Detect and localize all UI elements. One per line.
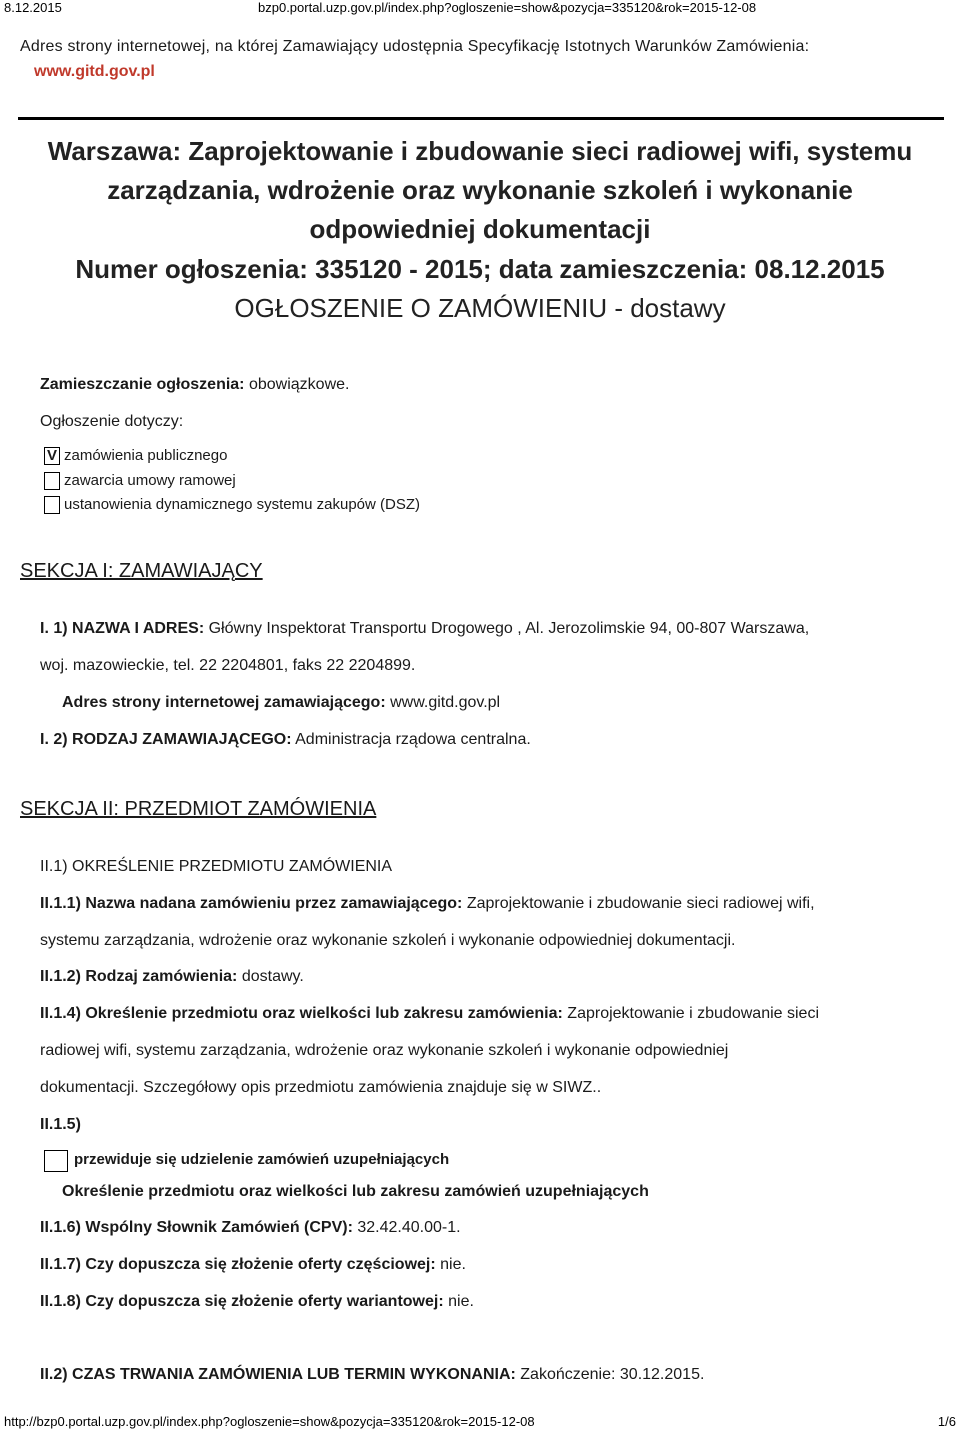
scope-cont-2: dokumentacji. Szczegółowy opis przedmiotu zamówienia znajduje się w SIWZ.. (40, 1079, 602, 1096)
scope-value: Zaprojektowanie i zbudowanie sieci (567, 1005, 819, 1022)
notice-type: OGŁOSZENIE O ZAMÓWIENIU - dostawy (234, 293, 726, 323)
checkbox-public-procurement[interactable]: V (44, 447, 60, 465)
publication-row (40, 376, 349, 394)
duration-label: II.2) CZAS TRWANIA ZAMÓWIENIA LUB TERMIN WYKONANIA: (40, 1366, 516, 1383)
concerns-label: Ogłoszenie dotyczy: (40, 413, 184, 430)
authority-web-row (62, 694, 500, 712)
option-dps: ustanowienia dynamicznego systemu zakupów (DSZ) (64, 496, 420, 513)
cpv-row (40, 1219, 461, 1237)
page-title-line-3: odpowiedniej dokumentacji (309, 214, 651, 244)
siwz-address-text: Adres strony internetowej, na której Zamawiający udostępnia Specyfikację Istotnych Warunków Zamówienia: (20, 38, 810, 55)
variant-offer-label: II.1.8) Czy dopuszcza się złożenie oferty wariantowej: (40, 1293, 444, 1310)
page-number: 1/6 (937, 1414, 956, 1429)
notice-number-line: Numer ogłoszenia: 335120 - 2015; data zamieszczenia: 08.12.2015 (75, 254, 885, 284)
authority-address-cont: woj. mazowieckie, tel. 22 2204801, faks 22 2204899. (40, 657, 416, 674)
option-framework-agreement: zawarcia umowy ramowej (64, 472, 236, 489)
authority-type-row (40, 731, 531, 749)
authority-name-value: Główny Inspektorat Transportu Drogowego , Al. Jerozolimskie 94, 00-807 Warszawa, (208, 620, 810, 637)
partial-offer-value: nie. (440, 1256, 466, 1273)
scope-cont-1: radiowej wifi, systemu zarządzania, wdrożenie oraz wykonanie szkoleń i wykonanie odpowiedniej (40, 1042, 729, 1059)
authority-type-label: I. 2) RODZAJ ZAMAWIAJĄCEGO: (40, 731, 292, 748)
print-footer-url: http://bzp0.portal.uzp.gov.pl/index.php?ogloszenie=show&pozycja=335120&rok=2015-12-08 (4, 1414, 535, 1429)
subject-subheading: II.1) OKREŚLENIE PRZEDMIOTU ZAMÓWIENIA (40, 858, 393, 875)
checkbox-dps[interactable] (44, 496, 60, 514)
authority-web-label: Adres strony internetowej zamawiającego: (62, 694, 386, 711)
supplementary-orders-text: przewiduje się udzielenie zamówień uzupełniających (74, 1151, 450, 1168)
section-1-heading: SEKCJA I: ZAMAWIAJĄCY (20, 560, 263, 582)
print-date: 8.12.2015 (4, 0, 62, 15)
contract-kind-label: II.1.2) Rodzaj zamówienia: (40, 968, 238, 985)
variant-offer-row (40, 1293, 474, 1311)
page-title-line-1: Warszawa: Zaprojektowanie i zbudowanie sieci radiowej wifi, systemu (47, 136, 913, 166)
cpv-label: II.1.6) Wspólny Słownik Zamówień (CPV): (40, 1219, 353, 1236)
divider (18, 117, 944, 120)
authority-type-value: Administracja rządowa centralna. (295, 731, 531, 748)
duration-value: Zakończenie: 30.12.2015. (520, 1366, 705, 1383)
authority-web-value: www.gitd.gov.pl (390, 694, 501, 711)
publication-value: obowiązkowe. (248, 376, 350, 393)
contract-kind-value: dostawy. (241, 968, 304, 985)
contract-name-value: Zaprojektowanie i zbudowanie sieci radiowej wifi, (466, 895, 815, 912)
checkbox-supplementary-orders[interactable] (44, 1150, 68, 1172)
contract-name-cont: systemu zarządzania, wdrożenie oraz wykonanie szkoleń i wykonanie odpowiedniej dokumentacji. (40, 932, 736, 949)
contract-name-label: II.1.1) Nazwa nadana zamówieniu przez zamawiającego: (40, 895, 463, 912)
page-title-line-2: zarządzania, wdrożenie oraz wykonanie szkoleń i wykonanie (107, 175, 853, 205)
checkbox-framework-agreement[interactable] (44, 472, 60, 490)
p115-label: II.1.5) (40, 1116, 81, 1133)
variant-offer-value: nie. (448, 1293, 474, 1310)
print-header-url: bzp0.portal.uzp.gov.pl/index.php?ogloszenie=show&pozycja=335120&rok=2015-12-08 (258, 0, 757, 15)
contract-name-row (40, 895, 815, 913)
contract-kind-row (40, 968, 304, 986)
publication-label: Zamieszczanie ogłoszenia: (40, 376, 245, 393)
supplementary-scope-label: Określenie przedmiotu oraz wielkości lub zakresu zamówień uzupełniających (62, 1183, 649, 1200)
siwz-link[interactable]: www.gitd.gov.pl (34, 63, 155, 80)
partial-offer-row (40, 1256, 466, 1274)
partial-offer-label: II.1.7) Czy dopuszcza się złożenie oferty częściowej: (40, 1256, 436, 1273)
contracting-authority-row (40, 620, 809, 638)
scope-label: II.1.4) Określenie przedmiotu oraz wielkości lub zakresu zamówienia: (40, 1005, 563, 1022)
scope-row (40, 1005, 819, 1023)
section-2-heading: SEKCJA II: PRZEDMIOT ZAMÓWIENIA (20, 798, 377, 820)
authority-name-label: I. 1) NAZWA I ADRES: (40, 620, 205, 637)
duration-row (40, 1366, 704, 1384)
cpv-value: 32.42.40.00-1. (357, 1219, 461, 1236)
option-public-procurement: zamówienia publicznego (64, 447, 228, 464)
